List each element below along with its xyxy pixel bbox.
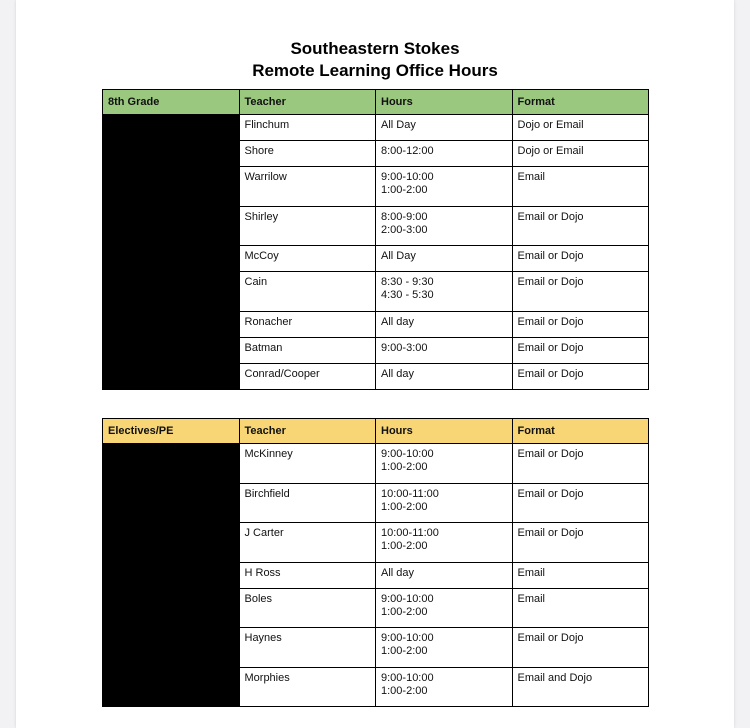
table-row [103, 115, 649, 141]
table-header-row [103, 419, 649, 444]
teacher-cell: Batman [239, 337, 376, 363]
hours-cell: 9:00-10:00 1:00-2:00 [376, 444, 513, 484]
format-cell: Email or Dojo [512, 628, 649, 668]
format-cell: Email or Dojo [512, 337, 649, 363]
format-cell: Dojo or Email [512, 115, 649, 141]
table-row [103, 444, 649, 484]
page-title [0, 38, 750, 82]
format-cell: Email or Dojo [512, 363, 649, 389]
hours-cell: 9:00-10:00 1:00-2:00 [376, 588, 513, 628]
format-cell: Email or Dojo [512, 246, 649, 272]
hours-cell: All Day [376, 246, 513, 272]
format-cell: Email or Dojo [512, 523, 649, 563]
redacted-block [103, 115, 240, 390]
format-cell: Email [512, 167, 649, 207]
teacher-cell: Conrad/Cooper [239, 363, 376, 389]
teacher-cell: Haynes [239, 628, 376, 668]
hours-cell: All day [376, 562, 513, 588]
format-cell: Email [512, 588, 649, 628]
format-cell: Email or Dojo [512, 444, 649, 484]
electives-table [102, 418, 649, 707]
teacher-cell: McKinney [239, 444, 376, 484]
header-hours: Hours [376, 419, 513, 444]
format-cell: Dojo or Email [512, 141, 649, 167]
teacher-cell: Warrilow [239, 167, 376, 207]
teacher-cell: Shore [239, 141, 376, 167]
hours-cell: 9:00-10:00 1:00-2:00 [376, 167, 513, 207]
format-cell: Email and Dojo [512, 667, 649, 707]
redacted-block [103, 444, 240, 707]
hours-cell: 9:00-3:00 [376, 337, 513, 363]
teacher-cell: Cain [239, 272, 376, 312]
title-line-1: Southeastern Stokes [290, 39, 460, 58]
header-format: Format [512, 419, 649, 444]
format-cell: Email or Dojo [512, 206, 649, 246]
hours-cell: All day [376, 363, 513, 389]
hours-cell: All Day [376, 115, 513, 141]
title-line-2: Remote Learning Office Hours [252, 61, 498, 80]
teacher-cell: Boles [239, 588, 376, 628]
hours-cell: 9:00-10:00 1:00-2:00 [376, 628, 513, 668]
teacher-cell: Shirley [239, 206, 376, 246]
hours-cell: 8:00-12:00 [376, 141, 513, 167]
teacher-cell: H Ross [239, 562, 376, 588]
hours-cell: 8:30 - 9:30 4:30 - 5:30 [376, 272, 513, 312]
table-header-row [103, 90, 649, 115]
hours-cell: 9:00-10:00 1:00-2:00 [376, 667, 513, 707]
hours-cell: 10:00-11:00 1:00-2:00 [376, 523, 513, 563]
format-cell: Email or Dojo [512, 483, 649, 523]
teacher-cell: Birchfield [239, 483, 376, 523]
format-cell: Email [512, 562, 649, 588]
header-teacher: Teacher [239, 419, 376, 444]
header-hours: Hours [376, 90, 513, 115]
header-group: Electives/PE [103, 419, 240, 444]
header-group: 8th Grade [103, 90, 240, 115]
teacher-cell: McCoy [239, 246, 376, 272]
format-cell: Email or Dojo [512, 311, 649, 337]
header-teacher: Teacher [239, 90, 376, 115]
header-format: Format [512, 90, 649, 115]
teacher-cell: Flinchum [239, 115, 376, 141]
hours-cell: 10:00-11:00 1:00-2:00 [376, 483, 513, 523]
format-cell: Email or Dojo [512, 272, 649, 312]
teacher-cell: Ronacher [239, 311, 376, 337]
teacher-cell: J Carter [239, 523, 376, 563]
hours-cell: 8:00-9:00 2:00-3:00 [376, 206, 513, 246]
teacher-cell: Morphies [239, 667, 376, 707]
hours-cell: All day [376, 311, 513, 337]
grade8-table [102, 89, 649, 390]
